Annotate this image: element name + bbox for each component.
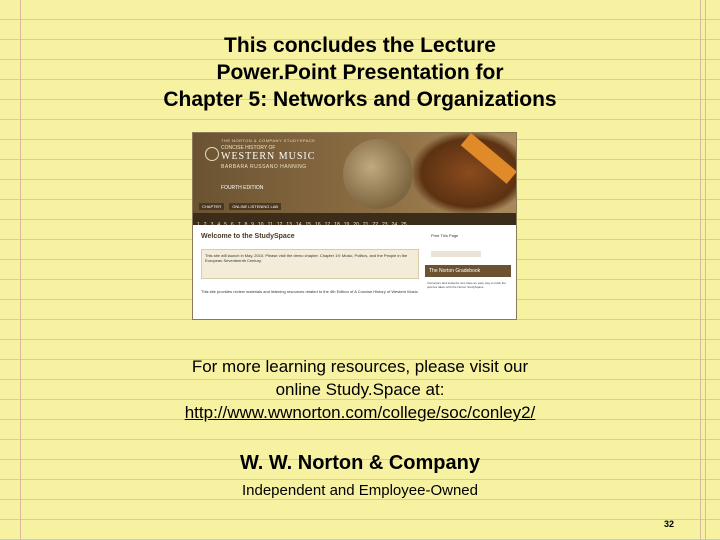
title-line-2: Power.Point Presentation for (216, 61, 504, 84)
slide-title (0, 32, 720, 113)
screenshot-tabs (199, 203, 285, 210)
screenshot-welcome: Welcome to the StudySpace (201, 233, 295, 240)
screenshot-body (193, 225, 516, 319)
screenshot-gradebook-text: Instructors and students now have an easy way to track the quizzes taken with the Norton StudySpace. (427, 281, 506, 289)
screenshot-print-link: Print This Page (431, 233, 459, 238)
screenshot-chapter-row (193, 213, 516, 225)
screenshot-edition: FOURTH EDITION (221, 185, 264, 191)
screenshot-series: CONCISE HISTORY OF (221, 145, 276, 151)
visit-line-1: For more learning resources, please visit our (191, 357, 529, 376)
visit-line-2: online Study.Space at: (275, 380, 445, 399)
screenshot-author: BARBARA RUSSANO HANNING (221, 164, 307, 170)
screenshot-notice: This site will launch in May, 2010. Please visit the demo chapter. Chapter 19: Music, Politics, and the People in the European Seventeenth Century. (201, 249, 419, 279)
title-line-1: This concludes the Lecture (224, 34, 496, 57)
title-line-3: Chapter 5: Networks and Organizations (163, 88, 557, 111)
company-tagline: Independent and Employee-Owned (241, 482, 478, 499)
screenshot-tab: ONLINE LISTENING LAB (229, 203, 281, 210)
slide-number: 32 (664, 519, 675, 529)
screenshot-tab: CHAPTER (199, 203, 224, 210)
studyspace-link[interactable]: http://www.wwnorton.com/college/soc/conley2/ (184, 403, 536, 422)
screenshot-description: This site provides review materials and listening resources related to the 4th Edition of A Concise History of Western Music. (201, 289, 419, 294)
company-name: W. W. Norton & Company (240, 452, 480, 474)
screenshot-gradebook: The Norton Gradebook (425, 265, 511, 277)
horn-image (343, 139, 413, 209)
screenshot-top-label: THE NORTON & COMPANY STUDYSPACE (221, 138, 316, 143)
norton-seal-icon (205, 147, 219, 161)
screenshot-brand: WESTERN MUSIC (221, 151, 316, 162)
visit-text (0, 355, 720, 424)
studyspace-screenshot (192, 132, 517, 320)
screenshot-header (193, 133, 516, 213)
screenshot-share-bar (431, 251, 481, 257)
